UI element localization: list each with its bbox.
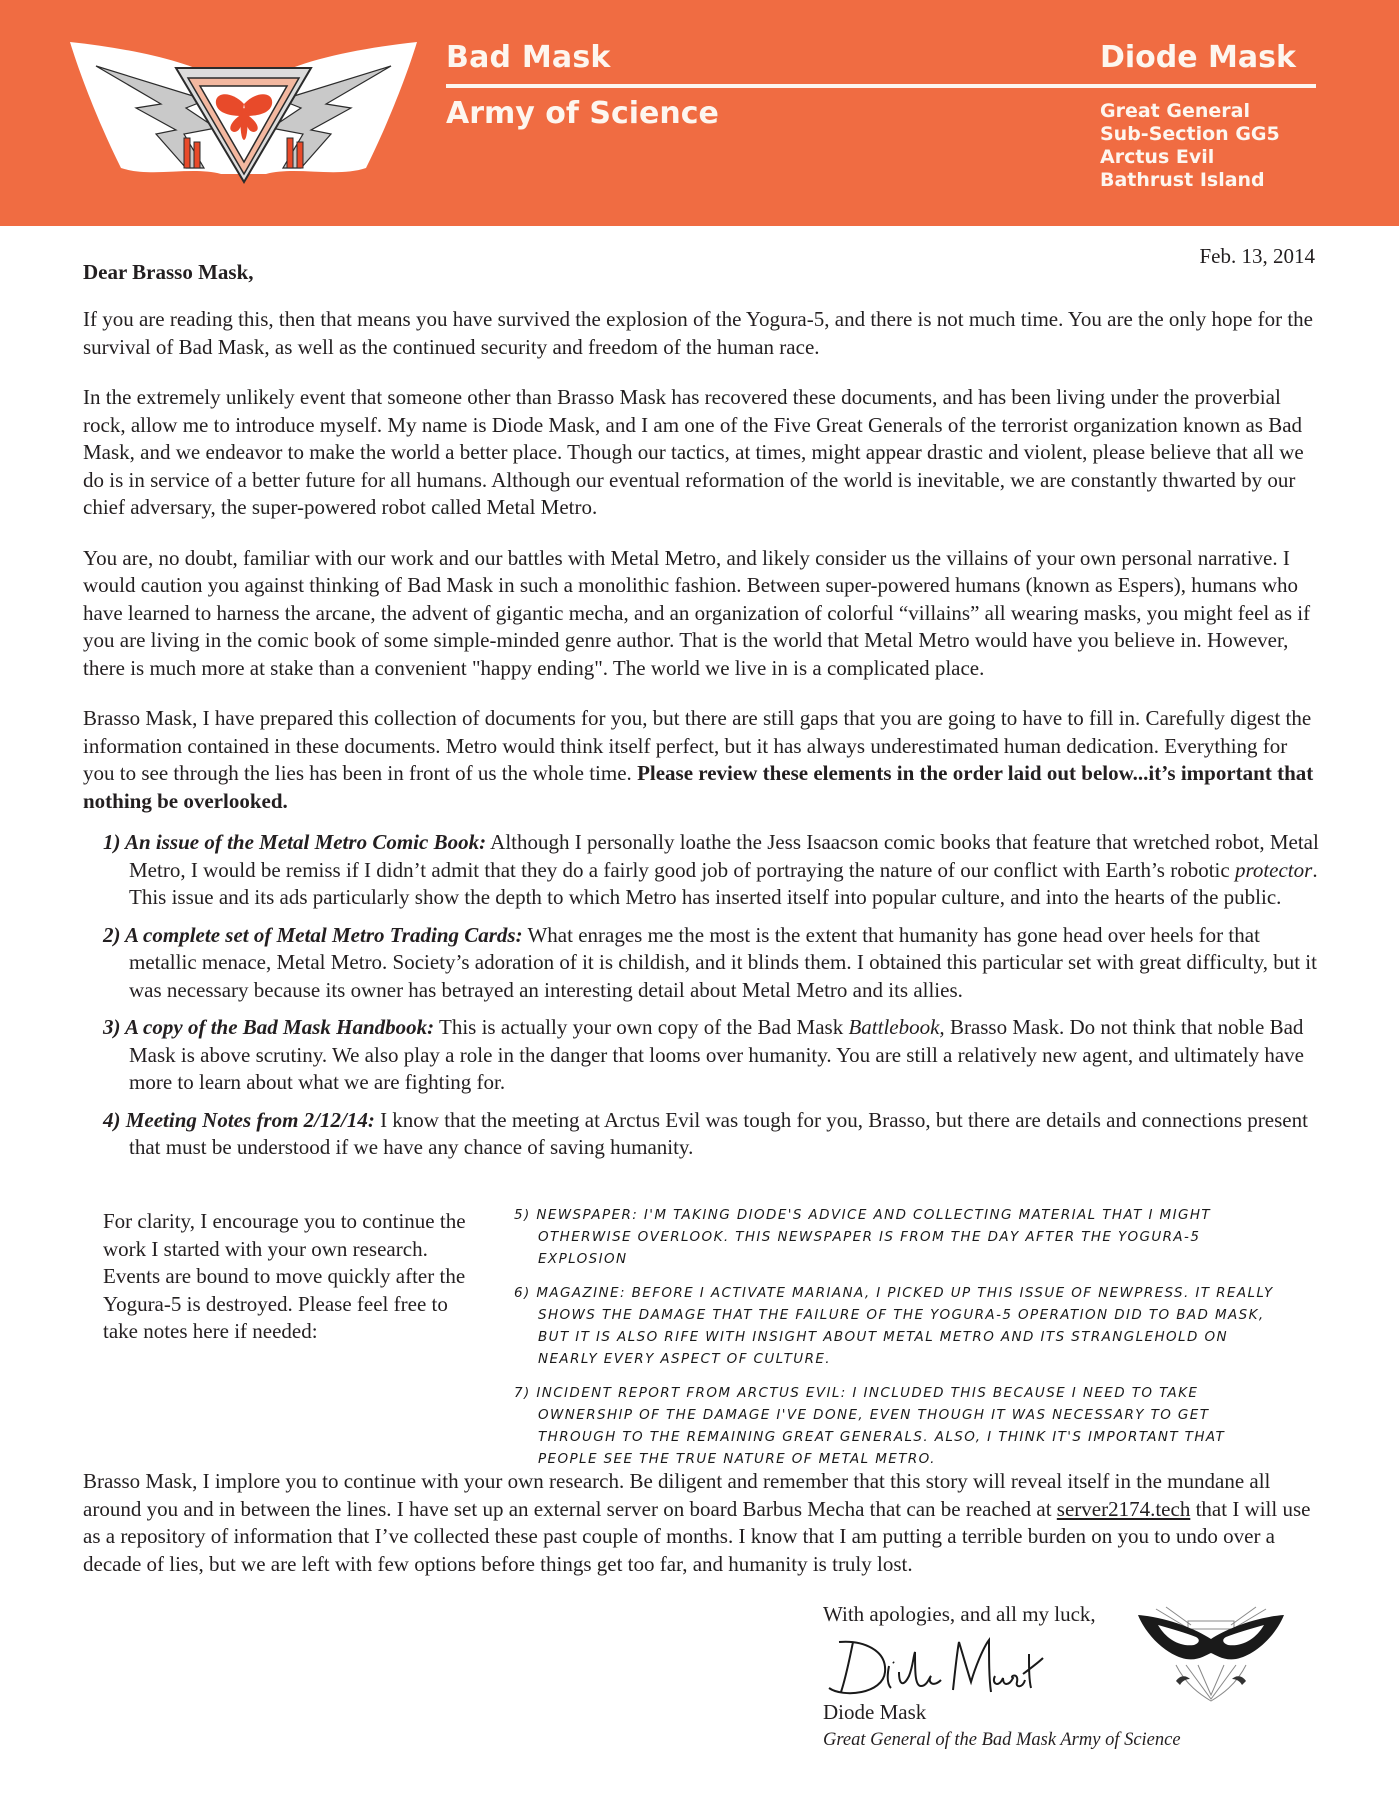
paragraph-emphasis: Please review these elements in the order laid out below...it’s important that nothing be overlooked. xyxy=(83,761,1314,813)
sender-line: Great General xyxy=(1100,100,1250,122)
item-italic: protector xyxy=(1234,857,1313,882)
item-title: 2) A complete set of Metal Metro Trading Cards: xyxy=(103,922,523,947)
item-text: What enrages me the most is the extent that humanity has gone head over heels for that metallic menace, Metal Metro. Society’s adoration of it is childish, and it blinds them. I obtained this particular set with great difficulty, but it was necessary because its owner has betrayed an interesting detail about Metal Metro and its allies. xyxy=(129,922,1317,1002)
item-italic: Battlebook, xyxy=(848,1015,945,1039)
signature-block xyxy=(823,1600,1181,1754)
closing-text: that I will use as a repository of information that I’ve collected these past couple of months. I know that I am putting a terrible burden on you to undo over a decade of lies, but we are left with few options before things get too far, and humanity is truly lost. xyxy=(83,1496,1311,1576)
document-list xyxy=(103,829,1323,1162)
item-text: This is actually your own copy of the Bad Mask xyxy=(434,1015,849,1039)
list-item xyxy=(103,829,1323,912)
item-text: . This issue and its ads particularly show the depth to which Metro has inserted itself into popular culture, and into the hearts of the public. xyxy=(129,857,1318,909)
closing-text: Brasso Mask, I implore you to continue with your own research. Be diligent and remember that this story will reveal itself in the mundane all around you and in between the lines. I have set up an external server on board Barbus Mecha that can be reached at xyxy=(83,1469,1271,1521)
notes-intro: For clarity, I encourage you to continue the work I started with your own research. Events are bound to move quickly after the Yogura-5 is destroyed. Please feel free to take notes here if needed: xyxy=(103,1209,466,1343)
list-item xyxy=(103,1014,1323,1097)
letter-body xyxy=(83,306,1323,1172)
item-text: Brasso Mask. Do not think that noble Bad Mask is above scrutiny. We also play a role in the danger that looms over humanity. You are still a relatively new agent, and ultimately have more to learn about what we are fighting for. xyxy=(129,1015,1304,1094)
handwritten-notes xyxy=(514,1204,1284,1482)
letter-date: Feb. 13, 2014 xyxy=(1199,244,1315,268)
domino-mask-emblem-icon xyxy=(1136,1605,1286,1705)
item-title: 4) Meeting Notes from 2/12/14: xyxy=(103,1107,375,1132)
handwritten-note: 7) INCIDENT REPORT FROM ARCTUS EVIL: I INCLUDED THIS BECAUSE I NEED TO TAKE OWNERSHIP OF THE DAMAGE I'VE DONE, EVEN THOUGH IT WAS NECESSARY TO GET THROUGH TO THE REMAINING GREAT GENERALS. ALSO, I THINK IT'S IMPORTANT THAT PEOPLE SEE THE TRUE NATURE OF METAL METRO. xyxy=(514,1385,1226,1467)
handwritten-note: 5) NEWSPAPER: I'M TAKING DIODE'S ADVICE AND COLLECTING MATERIAL THAT I MIGHT OTHERWISE OVERLOOK. THIS NEWSPAPER IS FROM THE DAY AFTER THE YOGURA-5 EXPLOSION xyxy=(514,1207,1212,1267)
paragraph-text: Brasso Mask, I have prepared this collection of documents for you, but there are still gaps that you are going to have to fill in. Carefully digest the information contained in these documents. Metro would think itself perfect, but it has always underestimated human dedication. Everything for you to see through the lies has been in front of us the whole time. xyxy=(83,706,1312,785)
closing-paragraph xyxy=(83,1468,1323,1578)
handwritten-signature-icon xyxy=(823,1632,1053,1698)
server-link[interactable]: server2174.tech xyxy=(1056,1496,1191,1521)
valediction: With apologies, and all my luck, xyxy=(823,1602,1096,1626)
letterhead xyxy=(0,0,1399,226)
handwritten-note: 6) MAGAZINE: BEFORE I ACTIVATE MARIANA, I PICKED UP THIS ISSUE OF NEWPRESS. IT REALLY SHOWS THE DAMAGE THAT THE FAILURE OF THE YOGURA-5 OPERATION DID TO BAD MASK, BUT IT IS ALSO RIFE WITH INSIGHT ABOUT METAL METRO AND ITS STRANGLEHOLD ON NEARLY EVERY ASPECT OF CULTURE. xyxy=(514,1285,1274,1367)
signer-name: Diode Mask xyxy=(823,1700,927,1724)
paragraph: You are, no doubt, familiar with our work and our battles with Metal Metro, and likely consider us the villains of your own personal narrative. I would caution you against thinking of Bad Mask in such a monolithic fashion. Between super-powered humans (known as Espers), humans who have learned to harness the arcane, the advent of gigantic mecha, and an organization of colorful “villains” all wearing masks, you might feel as if you are living in the comic book of some simple-minded genre author. That is the world that Metal Metro would have you believe in. However, there is much more at stake than a convenient "happy ending". The world we live in is a complicated place. xyxy=(83,545,1311,680)
sender-name: Diode Mask xyxy=(1100,40,1296,75)
item-title: 3) A copy of the Bad Mask Handbook: xyxy=(103,1015,435,1039)
list-item xyxy=(103,1107,1323,1162)
salutation: Dear Brasso Mask, xyxy=(83,260,254,284)
signer-title: Great General of the Bad Mask Army of Science xyxy=(823,1730,1181,1750)
sender-address xyxy=(1100,100,1280,192)
item-text: Although I personally loathe the Jess Isaacson comic books that feature that wretched robot, Metal Metro, I would be remiss if I didn’t admit that they do a fairly good job of portraying the nature of our conflict with Earth’s robotic xyxy=(129,830,1319,882)
org-name: Bad Mask xyxy=(446,40,611,75)
org-subtitle: Army of Science xyxy=(446,96,719,131)
sender-line: Arctus Evil xyxy=(1100,146,1215,168)
item-title: 1) An issue of the Metal Metro Comic Book: xyxy=(103,830,487,854)
bad-mask-logo-icon xyxy=(66,38,421,184)
sender-line: Bathrust Island xyxy=(1100,169,1265,191)
sender-line: Sub-Section GG5 xyxy=(1100,123,1280,145)
paragraph: If you are reading this, then that means you have survived the explosion of the Yogura-5, and there is not much time. You are the only hope for the survival of Bad Mask, as well as the continued security and freedom of the human race. xyxy=(83,307,1313,359)
header-divider xyxy=(446,84,1316,88)
item-text: I know that the meeting at Arctus Evil was tough for you, Brasso, but there are details and connections present that must be understood if we have any chance of saving humanity. xyxy=(129,1107,1308,1159)
paragraph xyxy=(83,705,1323,815)
paragraph: In the extremely unlikely event that someone other than Brasso Mask has recovered these documents, and has been living under the proverbial rock, allow me to introduce myself. My name is Diode Mask, and I am one of the Five Great Generals of the terrorist organization known as Bad Mask, and we endeavor to make the world a better place. Though our tactics, at times, might appear drastic and violent, please believe that all we do is in service of a better future for all humans. Although our eventual reformation of the world is inevitable, we are constantly thwarted by our chief adversary, the super-powered robot called Metal Metro. xyxy=(83,385,1304,519)
list-item xyxy=(103,922,1323,1005)
